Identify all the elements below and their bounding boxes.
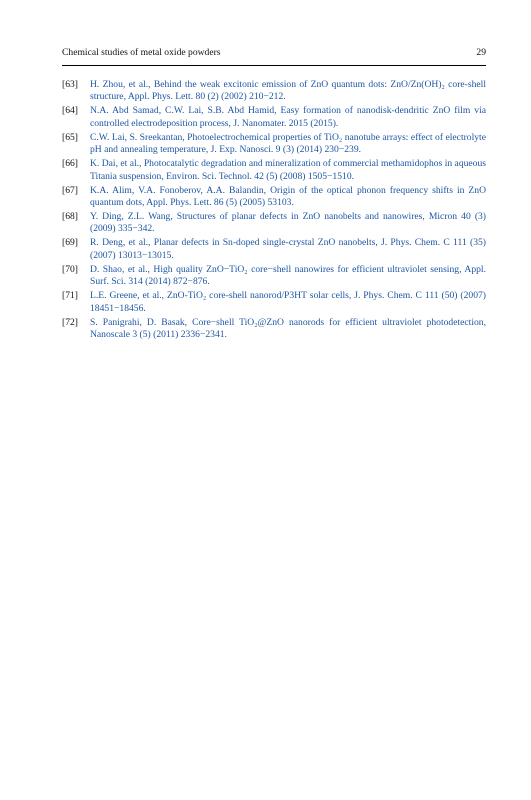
reference-number: [70] (62, 263, 78, 275)
reference-item (62, 237, 486, 262)
reference-number: [65] (62, 131, 78, 143)
reference-link[interactable]: R. Deng, et al., Planar defects in Sn-doped single-crystal ZnO nanobelts, J. Phys. Chem. C 111 (35) (2007) 13013−13015. (90, 237, 486, 261)
reference-item (62, 317, 486, 342)
reference-number: [67] (62, 184, 78, 196)
reference-link[interactable]: C.W. Lai, S. Sreekantan, Photoelectrochemical properties of TiO₂ nanotube arrays: effect of electrolyte pH and annealing temperature, J. Exp. Nanosci. 9 (3) (2014) 230−239. (90, 131, 486, 156)
reference-number: [64] (62, 105, 78, 117)
reference-item (62, 264, 486, 289)
reference-item (62, 185, 486, 210)
reference-number: [68] (62, 211, 78, 223)
reference-link[interactable]: N.A. Abd Samad, C.W. Lai, S.B. Abd Hamid, Easy formation of nanodisk-dendritic ZnO film via controlled electrodeposition process, J. Nanomater. 2015 (2015). (90, 105, 486, 129)
reference-link[interactable]: L.E. Greene, et al., ZnO-TiO₂ core-shell nanorod/P3HT solar cells, J. Phys. Chem. C 111 (50) (2007) 18451−18456. (90, 290, 486, 314)
running-title: Chemical studies of metal oxide powders (62, 47, 221, 58)
reference-link[interactable]: S. Panigrahi, D. Basak, Core−shell TiO₂@ZnO nanorods for efficient ultraviolet photodetection, Nanoscale 3 (5) (2011) 2336−2341. (90, 316, 486, 341)
reference-item (62, 105, 486, 130)
running-header (62, 47, 486, 66)
reference-item (62, 211, 486, 236)
reference-link[interactable]: Y. Ding, Z.L. Wang, Structures of planar defects in ZnO nanobelts and nanowires, Micron 40 (3) (2009) 335−342. (90, 211, 486, 235)
reference-item (62, 158, 486, 183)
reference-number: [71] (62, 290, 78, 302)
reference-number: [69] (62, 237, 78, 249)
reference-item (62, 132, 486, 157)
reference-number: [66] (62, 158, 78, 170)
reference-item (62, 290, 486, 315)
reference-link[interactable]: K.A. Alim, V.A. Fonoberov, A.A. Balandin, Origin of the optical phonon frequency shifts in ZnO quantum dots, Appl. Phys. Lett. 86 (5) (2005) 53103. (90, 184, 486, 209)
reference-link[interactable]: K. Dai, et al., Photocatalytic degradation and mineralization of commercial methamidophos in aqueous Titania suspension, Environ. Sci. Technol. 42 (5) (2008) 1505−1510. (90, 158, 486, 182)
reference-number: [72] (62, 316, 78, 328)
reference-item (62, 79, 486, 104)
reference-link[interactable]: D. Shao, et al., High quality ZnO−TiO₂ core−shell nanowires for efficient ultraviolet sensing, Appl. Surf. Sci. 314 (2014) 872−876. (90, 263, 486, 288)
page-number: 29 (476, 47, 486, 58)
reference-number: [63] (62, 79, 78, 90)
reference-list (62, 79, 486, 343)
reference-link[interactable]: H. Zhou, et al., Behind the weak excitonic emission of ZnO quantum dots: ZnO/Zn(OH)₂ core-shell structure, Appl. Phys. Lett. 80 (2) (2002) 210−212. (90, 79, 486, 103)
